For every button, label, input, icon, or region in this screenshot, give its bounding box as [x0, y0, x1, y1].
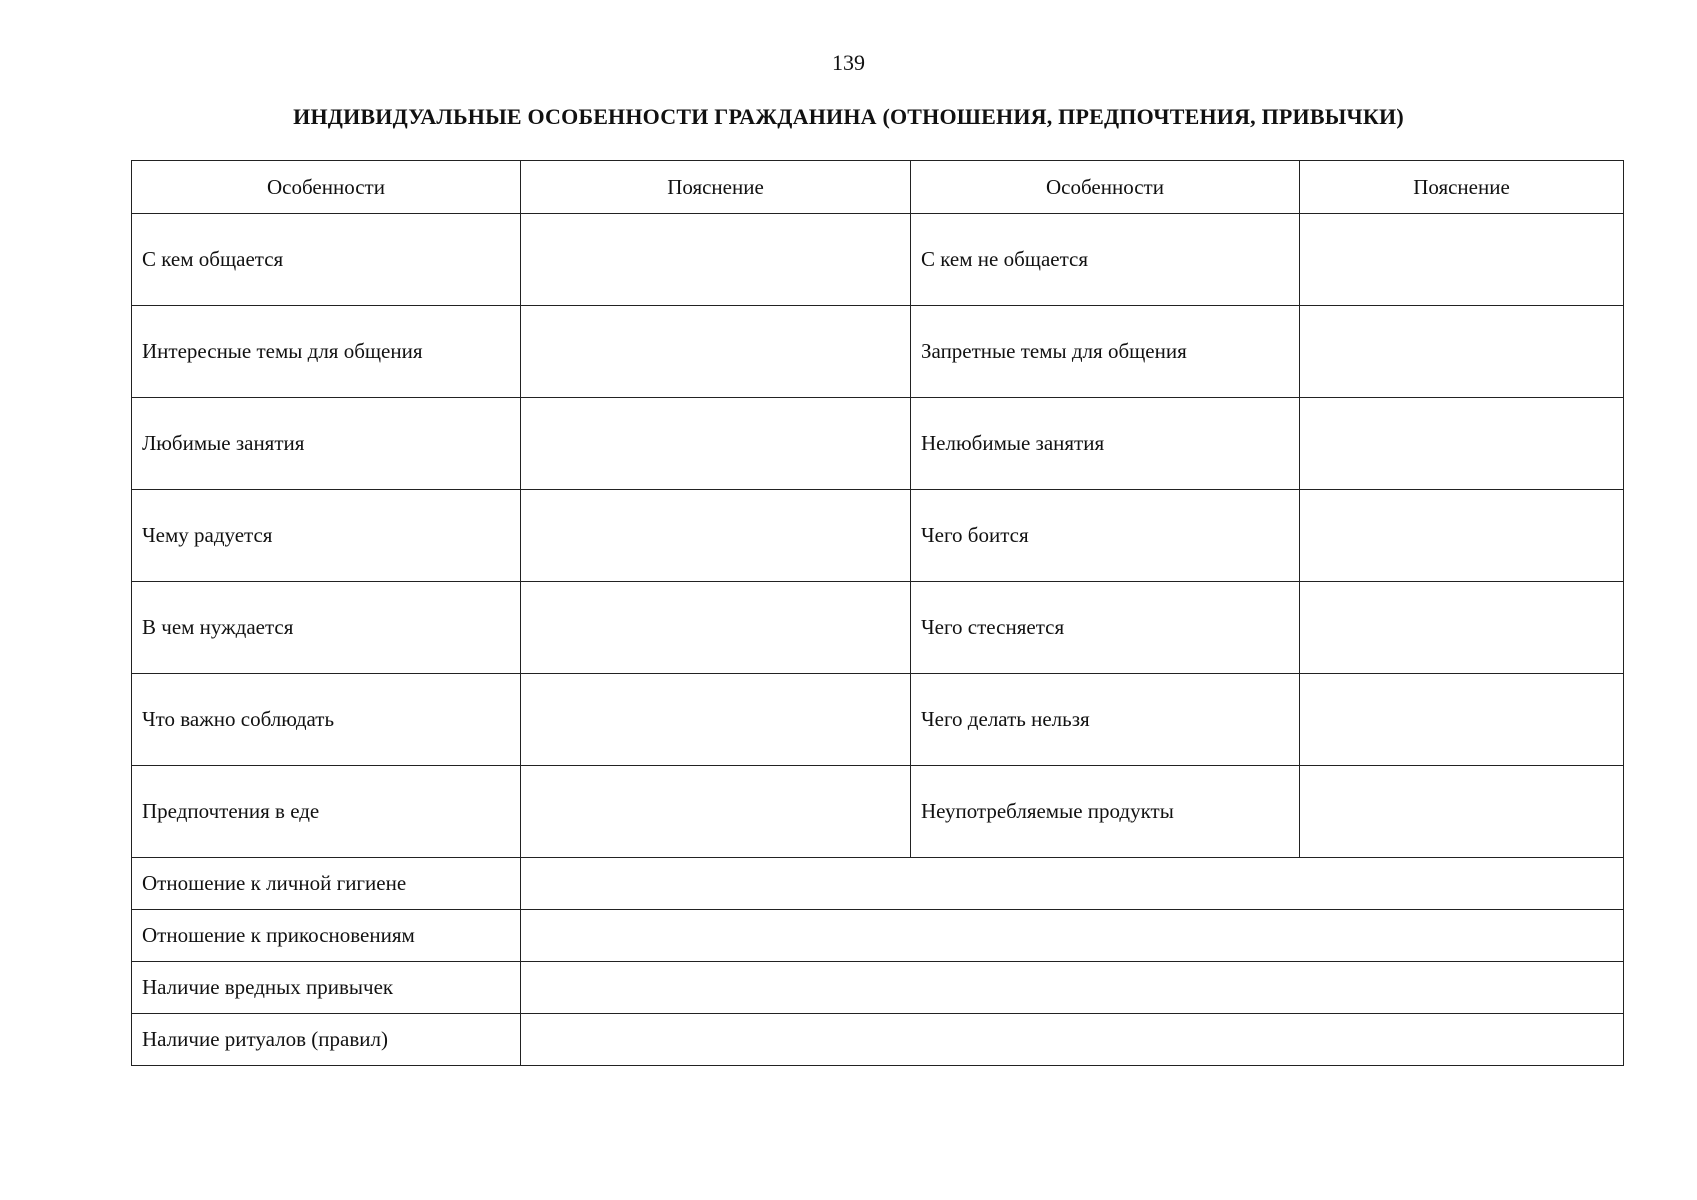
table-row [132, 910, 1624, 962]
explanation-field[interactable] [521, 674, 911, 766]
explanation-field[interactable] [521, 1014, 1624, 1066]
header-features-left: Особенности [132, 161, 521, 214]
feature-label: Интересные темы для общения [132, 306, 521, 398]
explanation-field[interactable] [521, 962, 1624, 1014]
explanation-field[interactable] [521, 306, 911, 398]
header-explanation-right: Пояснение [1300, 161, 1624, 214]
feature-label: Что важно соблюдать [132, 674, 521, 766]
feature-label: Чего стесняется [911, 582, 1300, 674]
table-row [132, 306, 1624, 398]
explanation-field[interactable] [521, 858, 1624, 910]
table-row [132, 490, 1624, 582]
header-features-right: Особенности [911, 161, 1300, 214]
feature-label: Чего боится [911, 490, 1300, 582]
table-row [132, 1014, 1624, 1066]
feature-label: Неупотребляемые продукты [911, 766, 1300, 858]
explanation-field[interactable] [1300, 490, 1624, 582]
table-row [132, 962, 1624, 1014]
table-row [132, 214, 1624, 306]
table-row [132, 398, 1624, 490]
explanation-field[interactable] [521, 910, 1624, 962]
feature-label: Чего делать нельзя [911, 674, 1300, 766]
explanation-field[interactable] [1300, 674, 1624, 766]
page-number: 139 [832, 50, 865, 75]
table-row [132, 582, 1624, 674]
feature-label: Отношение к прикосновениям [132, 910, 521, 962]
explanation-field[interactable] [1300, 582, 1624, 674]
feature-label: С кем общается [132, 214, 521, 306]
table-row [132, 766, 1624, 858]
document-title: ИНДИВИДУАЛЬНЫЕ ОСОБЕННОСТИ ГРАЖДАНИНА (ОТНОШЕНИЯ, ПРЕДПОЧТЕНИЯ, ПРИВЫЧКИ) [293, 104, 1404, 129]
feature-label: Запретные темы для общения [911, 306, 1300, 398]
feature-label: Чему радуется [132, 490, 521, 582]
explanation-field[interactable] [521, 766, 911, 858]
feature-label: Наличие ритуалов (правил) [132, 1014, 521, 1066]
features-table [131, 160, 1624, 1066]
table-row [132, 858, 1624, 910]
feature-label: С кем не общается [911, 214, 1300, 306]
explanation-field[interactable] [521, 398, 911, 490]
feature-label: В чем нуждается [132, 582, 521, 674]
explanation-field[interactable] [521, 490, 911, 582]
explanation-field[interactable] [1300, 306, 1624, 398]
header-row [132, 161, 1624, 214]
table-row [132, 674, 1624, 766]
explanation-field[interactable] [1300, 398, 1624, 490]
explanation-field[interactable] [1300, 766, 1624, 858]
explanation-field[interactable] [1300, 214, 1624, 306]
feature-label: Отношение к личной гигиене [132, 858, 521, 910]
header-explanation-left: Пояснение [521, 161, 911, 214]
feature-label: Предпочтения в еде [132, 766, 521, 858]
explanation-field[interactable] [521, 214, 911, 306]
feature-label: Нелюбимые занятия [911, 398, 1300, 490]
feature-label: Любимые занятия [132, 398, 521, 490]
explanation-field[interactable] [521, 582, 911, 674]
feature-label: Наличие вредных привычек [132, 962, 521, 1014]
